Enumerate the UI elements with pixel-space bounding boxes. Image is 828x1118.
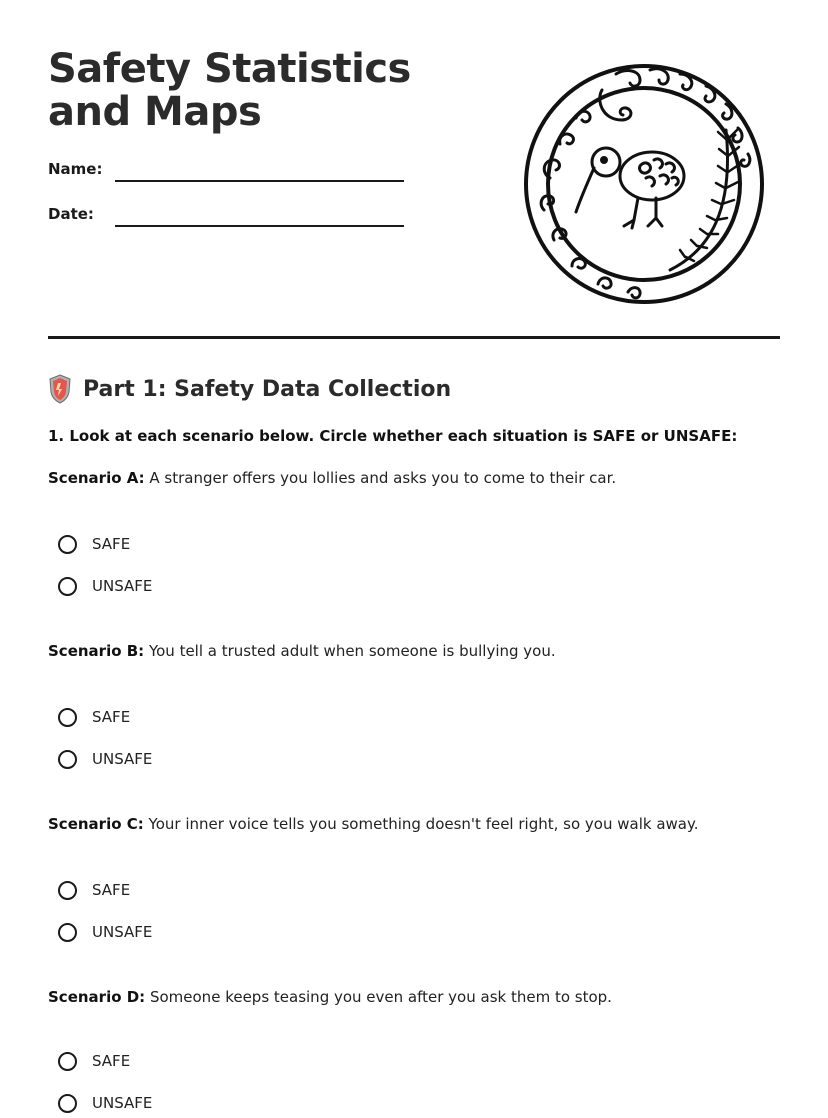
scenario-b-option-safe[interactable] bbox=[58, 705, 130, 729]
scenario-b-text bbox=[48, 641, 780, 661]
scenario-b bbox=[48, 641, 780, 768]
option-label: UNSAFE bbox=[92, 577, 153, 595]
radio-circle-icon[interactable] bbox=[58, 1052, 77, 1071]
kiwi-bird-koru-emblem-icon bbox=[520, 60, 768, 308]
scenario-a-label: Scenario A: bbox=[48, 469, 145, 487]
option-label: UNSAFE bbox=[92, 1094, 153, 1112]
option-label: UNSAFE bbox=[92, 750, 153, 768]
radio-circle-icon[interactable] bbox=[58, 577, 77, 596]
scenario-d-option-safe[interactable] bbox=[58, 1049, 130, 1073]
option-label: SAFE bbox=[92, 708, 131, 726]
scenario-b-description: You tell a trusted adult when someone is bullying you. bbox=[148, 642, 556, 660]
option-label: SAFE bbox=[92, 535, 131, 553]
radio-circle-icon[interactable] bbox=[58, 535, 77, 554]
radio-circle-icon[interactable] bbox=[58, 923, 77, 942]
scenario-a bbox=[48, 468, 780, 595]
option-label: UNSAFE bbox=[92, 923, 153, 941]
scenario-d-description: Someone keeps teasing you even after you ask them to stop. bbox=[149, 988, 612, 1006]
part1-title: Part 1: Safety Data Collection bbox=[83, 376, 452, 402]
name-field[interactable] bbox=[48, 158, 408, 182]
radio-circle-icon[interactable] bbox=[58, 1094, 77, 1113]
scenario-d-option-unsafe[interactable] bbox=[58, 1091, 152, 1115]
scenario-a-text bbox=[48, 468, 780, 488]
date-label: Date: bbox=[48, 205, 94, 223]
shield-icon bbox=[48, 374, 72, 404]
radio-circle-icon[interactable] bbox=[58, 708, 77, 727]
name-label: Name: bbox=[48, 160, 103, 178]
scenario-d bbox=[48, 987, 780, 1112]
scenario-c-text bbox=[48, 814, 780, 834]
name-input-line[interactable] bbox=[115, 180, 404, 182]
scenario-a-option-unsafe[interactable] bbox=[58, 574, 152, 598]
question-1: 1. Look at each scenario below. Circle whether each situation is SAFE or UNSAFE: bbox=[48, 427, 738, 445]
radio-circle-icon[interactable] bbox=[58, 881, 77, 900]
scenario-d-label: Scenario D: bbox=[48, 988, 146, 1006]
section-divider bbox=[48, 336, 780, 339]
date-field[interactable] bbox=[48, 203, 408, 227]
part1-heading bbox=[48, 372, 451, 406]
scenario-d-text bbox=[48, 987, 780, 1007]
scenario-c-description: Your inner voice tells you something doesn't feel right, so you walk away. bbox=[148, 815, 699, 833]
scenario-b-label: Scenario B: bbox=[48, 642, 145, 660]
scenario-a-description: A stranger offers you lollies and asks you to come to their car. bbox=[149, 469, 617, 487]
page-title: Safety Statistics and Maps bbox=[48, 46, 411, 135]
date-input-line[interactable] bbox=[115, 225, 404, 227]
scenario-c-option-unsafe[interactable] bbox=[58, 920, 152, 944]
scenario-b-option-unsafe[interactable] bbox=[58, 747, 152, 771]
worksheet-header bbox=[48, 0, 780, 340]
scenario-c bbox=[48, 814, 780, 941]
scenario-c-label: Scenario C: bbox=[48, 815, 144, 833]
option-label: SAFE bbox=[92, 881, 131, 899]
scenario-a-option-safe[interactable] bbox=[58, 532, 130, 556]
worksheet-page bbox=[48, 0, 780, 1112]
scenario-c-option-safe[interactable] bbox=[58, 878, 130, 902]
option-label: SAFE bbox=[92, 1052, 131, 1070]
radio-circle-icon[interactable] bbox=[58, 750, 77, 769]
